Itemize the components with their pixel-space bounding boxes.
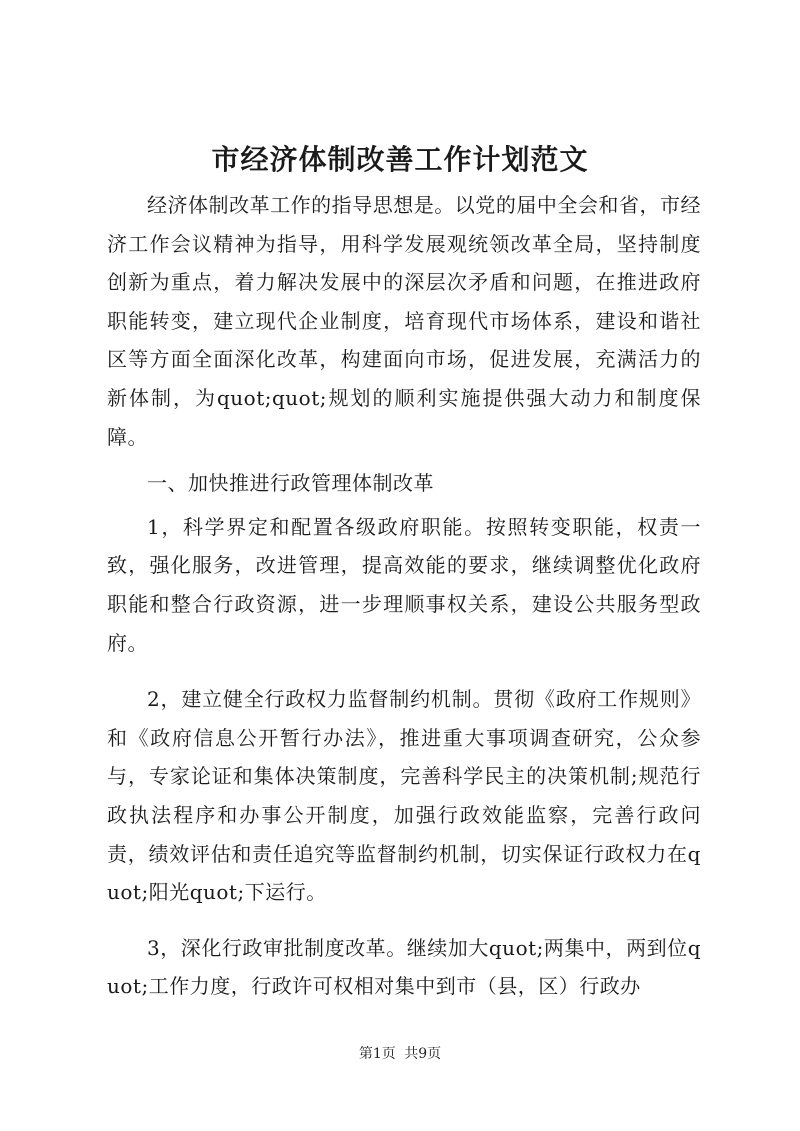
page-footer: [0, 1044, 800, 1064]
total-pages: 共9页: [404, 1046, 442, 1062]
paragraph-item-3: 3，深化行政审批制度改革。继续加大quot;两集中，两到位quot;工作力度，行政许可权相对集中到市（县，区）行政办: [107, 935, 701, 999]
paragraph-guiding-principle: 经济体制改革工作的指导思想是。以党的届中全会和省，市经济工作会议精神为指导，用科学发展观统领改革全局，坚持制度创新为重点，着力解决发展中的深层次矛盾和问题，在推进政府职能转变，建立现代企业制度，培育现代市场体系，建设和谐社区等方面全面深化改革，构建面向市场，促进发展，充满活力的新体制，为quot;quot;规划的顺利实施提供强大动力和制度保障。: [107, 193, 701, 449]
section-heading-admin-reform: 一、加快推进行政管理体制改革: [147, 471, 434, 496]
paragraph-item-1: 1，科学界定和配置各级政府职能。按照转变职能，权责一致，强化服务，改进管理，提高效能的要求，继续调整优化政府职能和整合行政资源，进一步理顺事权关系，建设公共服务型政府。: [107, 514, 701, 655]
document-title: 市经济体制改善工作计划范文: [211, 143, 589, 176]
document-body: [107, 186, 701, 1006]
paragraph-item-2: 2，建立健全行政权力监督制约机制。贯彻《政府工作规则》和《政府信息公开暂行办法》，推进重大事项调查研究，公众参与，专家论证和集体决策制度，完善科学民主的决策机制;规范行政执法程序和办事公开制度，加强行政效能监察，完善行政问责，绩效评估和责任追究等监督制约机制，切实保证行政权力在quot;阳光quot;下运行。: [107, 687, 701, 905]
page-number: 第1页: [358, 1046, 396, 1062]
